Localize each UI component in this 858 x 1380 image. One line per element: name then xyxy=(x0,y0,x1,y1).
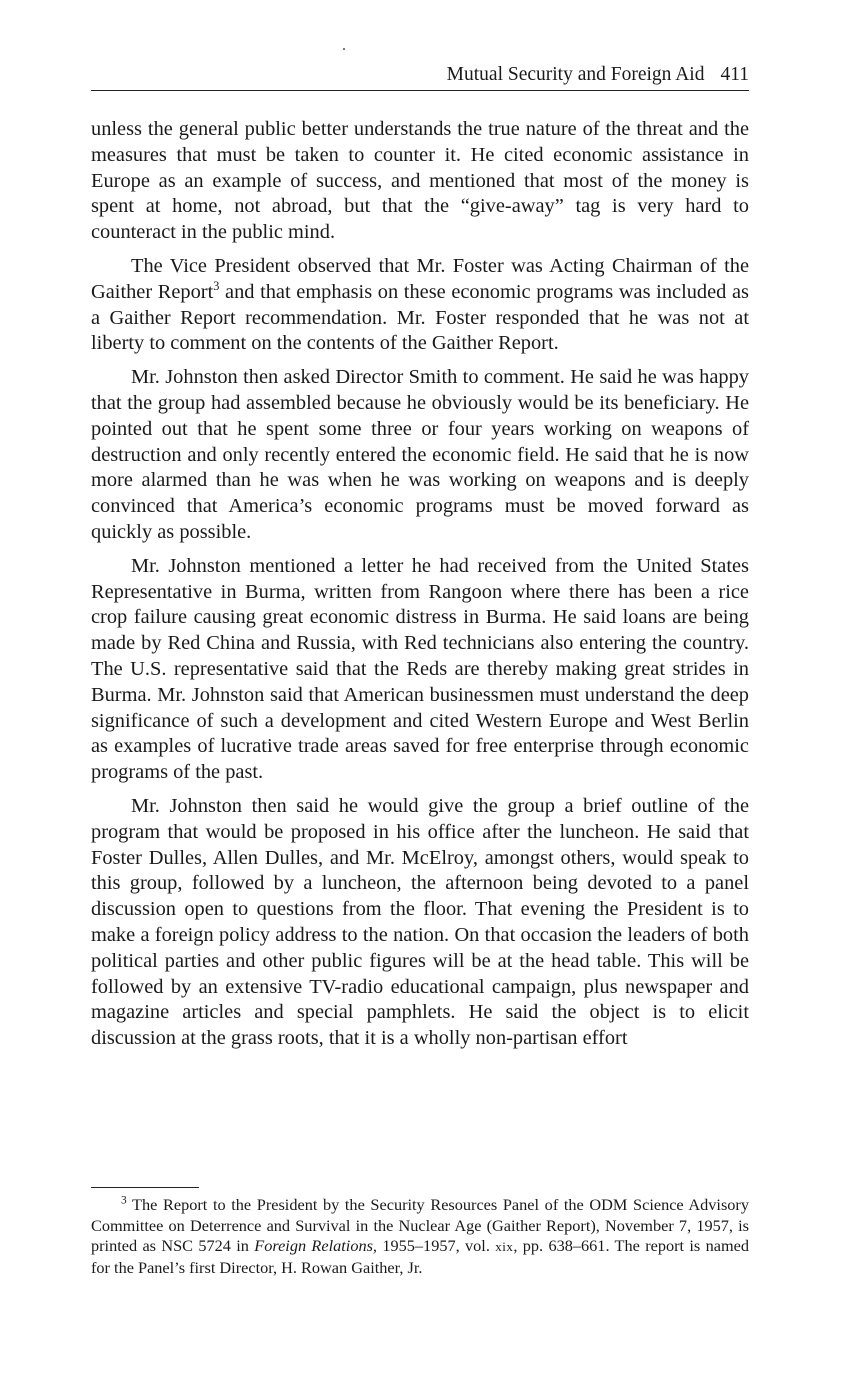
paragraph-2-text-b: and that emphasis on these economic programs was included as a Gaither Report recommendation. Mr. Foster responded that he was not at liberty to comment on the contents of the Gaither Report. xyxy=(91,280,749,355)
paragraph-4: Mr. Johnston mentioned a letter he had received from the United States Representative in Burma, written from Rangoon where there has been a rice crop failure causing great economic distress in Burma. He said loans are being made by Red China and Russia, with Red technicians also entering the country. The U.S. representative said that the Reds are thereby making great strides in Burma. Mr. Johnston said that American businessmen must understand the deep significance of such a development and cited Western Europe and West Berlin as examples of lucrative trade areas saved for free enterprise through economic programs of the past. xyxy=(91,554,749,784)
footnote-text-c: , pp. 638–661. The report is named for the Panel’s first Director, H. Rowan Gaither, Jr. xyxy=(91,1236,749,1277)
scan-speck xyxy=(343,48,345,50)
footnote-ref-3: 3 xyxy=(213,278,220,293)
paragraph-3: Mr. Johnston then asked Director Smith to comment. He said he was happy that the group had assembled because he obviously would be its beneficiary. He pointed out that he spent some three or four years working on weapons of destruction and only recently entered the economic field. He said that he is now more alarmed than he was when he was working on weapons and is deeply convinced that America’s economic programs must be moved forward as quickly as possible. xyxy=(91,366,749,543)
paragraph-1: unless the general public better understands the true nature of the threat and the measures that must be taken to counter it. He cited economic assistance in Europe as an example of success, and mentioned that most of the money is spent at home, not abroad, but that the “give-away” tag is very hard to counteract in the public mind. xyxy=(91,118,749,244)
footnote-italic-title: Foreign Relations, xyxy=(254,1236,378,1255)
running-header xyxy=(91,62,749,88)
body-text xyxy=(91,117,749,1060)
header-rule xyxy=(91,90,749,91)
paragraph-2 xyxy=(91,254,749,357)
footnote-text-a: The Report to the President by the Security Resources Panel of the ODM Science Advisory Committee on Deterrence and Survival in the Nuclear Age (Gaither Report), November 7, 1957, is printed as NSC 5724 in xyxy=(91,1195,749,1255)
running-title: Mutual Security and Foreign Aid xyxy=(446,64,705,85)
footnote-volume: xix xyxy=(495,1239,514,1254)
paragraph-2-text-a: The Vice President observed that Mr. Foster was Acting Chairman of the Gaither Report xyxy=(91,254,749,303)
footnote-3 xyxy=(91,1195,749,1278)
page-number: 411 xyxy=(720,64,749,85)
footnote-text-b: 1955–1957, vol. xyxy=(377,1236,496,1255)
paragraph-5: Mr. Johnston then said he would give the group a brief outline of the program that would be proposed in his office after the luncheon. He said that Foster Dulles, Allen Dulles, and Mr. McElroy, amongst others, would speak to this group, followed by a luncheon, the afternoon being devoted to a panel discussion open to questions from the floor. That evening the President is to make a foreign policy address to the nation. On that occasion the leaders of both political parties and other public figures will be at the head table. This will be followed by an extensive TV-radio educational campaign, plus newspaper and magazine articles and special pamphlets. He said the object is to elicit discussion at the grass roots, that it is a wholly non-partisan effort xyxy=(91,794,749,1050)
footnote-rule xyxy=(91,1187,199,1188)
footnote-number: 3 xyxy=(121,1194,127,1207)
